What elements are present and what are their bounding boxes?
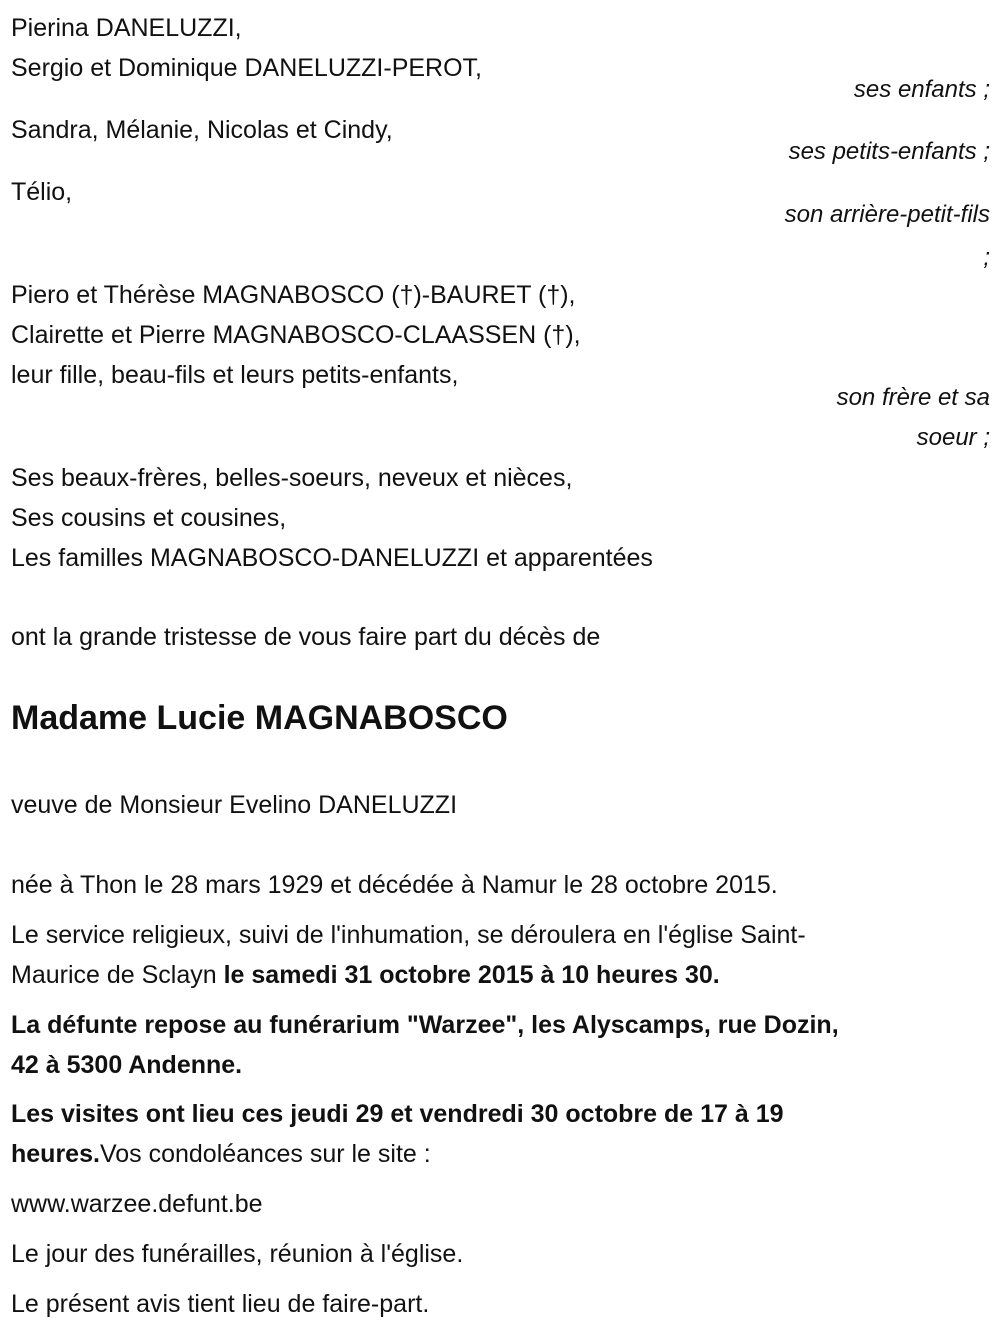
siblings-role: son frère et sa [836, 384, 990, 411]
meeting-info: Le jour des funérailles, réunion à l'église. [11, 1240, 464, 1268]
announcement: ont la grande tristesse de vous faire part du décès de [11, 623, 601, 651]
website-link[interactable]: www.warzee.defunt.be [11, 1190, 263, 1218]
deceased-name: Madame Lucie MAGNABOSCO [11, 699, 508, 737]
great-grandchild-line: Télio, [11, 178, 73, 206]
service-place: Maurice de Sclayn [11, 961, 224, 989]
grandchildren-role: ses petits-enfants ; [788, 138, 990, 165]
great-grandchild-role-end: ; [983, 244, 990, 271]
sibling-line: Clairette et Pierre MAGNABOSCO-CLAASSEN (†), [11, 321, 581, 349]
service-line: Le service religieux, suivi de l'inhumation, se déroulera en l'église Saint- [11, 921, 806, 949]
visits-line [11, 1139, 431, 1169]
service-line [11, 960, 720, 990]
child-line: Sergio et Dominique DANELUZZI-PEROT, [11, 54, 482, 82]
great-grandchild-role: son arrière-petit-fils [784, 201, 990, 228]
sibling-line: Piero et Thérèse MAGNABOSCO (†)-BAURET (†), [11, 281, 576, 309]
visits-line: Les visites ont lieu ces jeudi 29 et vendredi 30 octobre de 17 à 19 [11, 1100, 784, 1128]
birth-death: née à Thon le 28 mars 1929 et décédée à Namur le 28 octobre 2015. [11, 871, 778, 899]
relatives-line: Ses cousins et cousines, [11, 504, 287, 532]
repose-line: La défunte repose au funérarium "Warzee", les Alyscamps, rue Dozin, [11, 1011, 839, 1039]
visits-end: heures. [11, 1140, 100, 1168]
children-role: ses enfants ; [853, 76, 990, 103]
closing-note: Le présent avis tient lieu de faire-part. [11, 1290, 430, 1318]
relatives-line: Les familles MAGNABOSCO-DANELUZZI et apparentées [11, 544, 653, 572]
child-line: Pierina DANELUZZI, [11, 14, 242, 42]
relatives-line: Ses beaux-frères, belles-soeurs, neveux et nièces, [11, 464, 573, 492]
condolences-text: Vos condoléances sur le site : [99, 1140, 431, 1168]
siblings-role-end: soeur ; [916, 424, 990, 451]
sibling-line: leur fille, beau-fils et leurs petits-enfants, [11, 361, 459, 389]
service-datetime: le samedi 31 octobre 2015 à 10 heures 30. [223, 961, 720, 989]
grandchildren-line: Sandra, Mélanie, Nicolas et Cindy, [11, 116, 393, 144]
widow-of: veuve de Monsieur Evelino DANELUZZI [11, 791, 458, 819]
repose-line: 42 à 5300 Andenne. [11, 1051, 243, 1079]
